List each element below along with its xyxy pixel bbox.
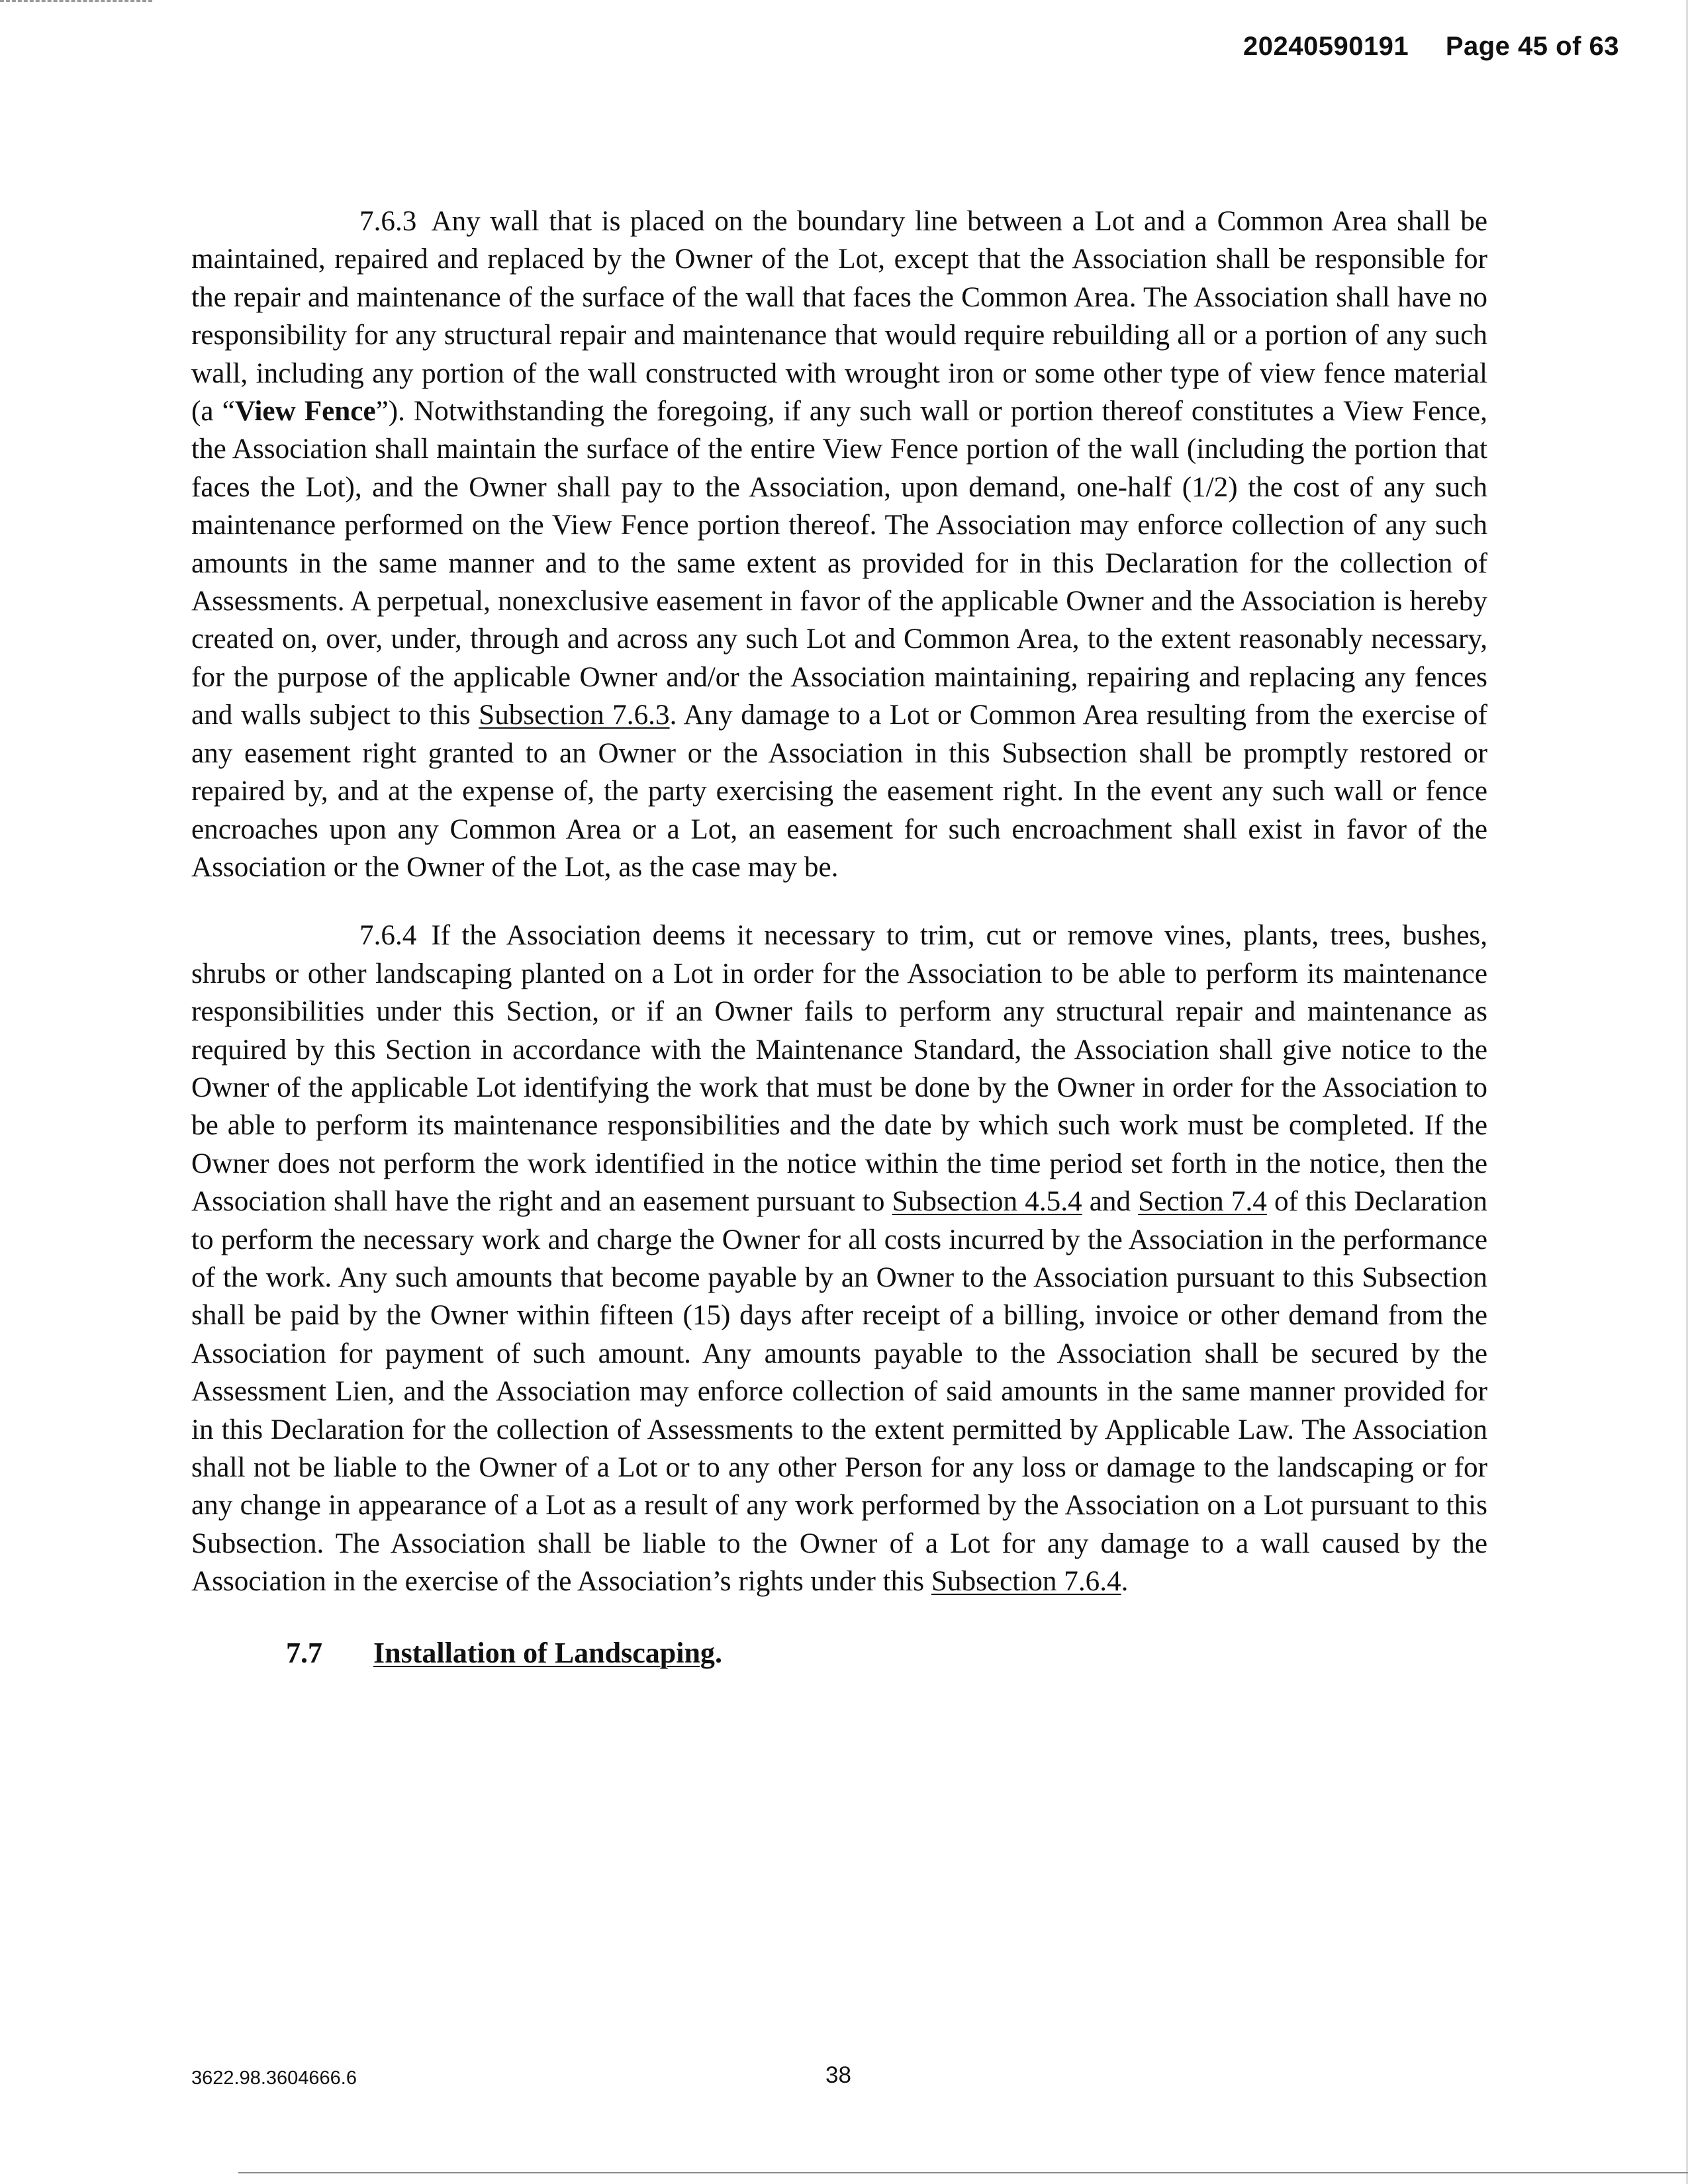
paragraph-text: . Any damage to a Lot or Common Area resulting from the exercise of any easement right granted to an Owner or the Association in this Subsection shall be promptly restored or repaired by, and at the expense of, the party exercising the easement right. In the event any such wall or fence encroaches upon any Common Area or a Lot, an easement for such encroachment shall exist in favor of the Association or the Owner of the Lot, as the case may be.	[191, 700, 1487, 883]
paragraph-text: of this Declaration to perform the necessary work and charge the Owner for all costs incurred by the Association in the performance of the work. Any such amounts that become payable by an Owner to the Association pursuant to this Subsection shall be paid by the Owner within fifteen (15) days after receipt of a billing, invoice or other demand from the Association for payment of such amount. Any amounts payable to the Association shall be secured by the Assessment Lien, and the Association may enforce collection of said amounts in the same manner provided for in this Declaration for the collection of Assessments to the extent permitted by Applicable Law. The Association shall not be liable to the Owner of a Lot or to any other Person for any loss or damage to the landscaping or for any change in appearance of a Lot as a result of any work performed by the Association on a Lot pursuant to this Subsection. The Association shall be liable to the Owner of a Lot for any damage to a wall caused by the Association in the exercise of the Association’s rights under this	[191, 1186, 1487, 1598]
cross-reference: Subsection 4.5.4	[892, 1186, 1082, 1218]
footer-document-id: 3622.98.3604666.6	[191, 2068, 357, 2089]
paragraph-text: and	[1082, 1186, 1139, 1218]
page-header	[1243, 32, 1619, 62]
subsection-number: 7.6.3	[359, 206, 417, 237]
paragraph-text: If the Association deems it necessary to trim, cut or remove vines, plants, trees, bushes, shrubs or other landscaping planted on a Lot in order for the Association to be able to perform its maintenance responsibilities under this Section, or if an Owner fails to perform any structural repair and maintenance as required by this Section in accordance with the Maintenance Standard, the Association shall give notice to the Owner of the applicable Lot identifying the work that must be done by the Owner in order for the Association to be able to perform its maintenance responsibilities and the date by which such work must be completed. If the Owner does not perform the work identified in the notice within the time period set forth in the notice, then the Association shall have the right and an easement pursuant to	[191, 920, 1487, 1218]
section-heading-7-7	[191, 1634, 1487, 1672]
page-label: Page 45 of 63	[1445, 32, 1619, 61]
subsection-number: 7.6.4	[359, 920, 417, 952]
paragraph-text: Any wall that is placed on the boundary line between a Lot and a Common Area shall be maintained, repaired and replaced by the Owner of the Lot, except that the Association shall be responsible for the repair and maintenance of the surface of the wall that faces the Common Area. The Association shall have no responsibility for any structural repair and maintenance that would require rebuilding all or a portion of any such wall, including any portion of the wall constructed with wrought iron or some other type of view fence material (a “	[191, 206, 1487, 428]
section-title: Installation of Landscaping	[373, 1636, 715, 1669]
paragraph-7-6-4	[191, 917, 1487, 1600]
scan-artifact-bottom	[238, 2172, 1688, 2173]
paragraph-text: ”). Notwithstanding the foregoing, if any such wall or portion thereof constitutes a View Fence, the Association shall maintain the surface of the entire View Fence portion of the wall (including the portion that faces the Lot), and the Owner shall pay to the Association, upon demand, one-half (1/2) the cost of any such maintenance performed on the View Fence portion thereof. The Association may enforce collection of any such amounts in the same manner and to the same extent as provided for in this Declaration for the collection of Assessments. A perpetual, nonexclusive easement in favor of the applicable Owner and the Association is hereby created on, over, under, through and across any such Lot and Common Area, to the extent reasonably necessary, for the purpose of the applicable Owner and/or the Association maintaining, repairing and replacing any fences and walls subject to this	[191, 396, 1487, 731]
section-number: 7.7	[286, 1636, 322, 1669]
defined-term: View Fence	[234, 396, 376, 428]
paragraph-7-6-3	[191, 203, 1487, 886]
footer-page-number: 38	[825, 2062, 851, 2088]
paragraph-text: .	[1121, 1566, 1129, 1598]
document-body	[191, 203, 1487, 1672]
cross-reference: Subsection 7.6.4	[931, 1566, 1121, 1598]
scan-artifact-top	[0, 0, 152, 4]
document-number: 20240590191	[1243, 32, 1409, 61]
cross-reference: Subsection 7.6.3	[479, 700, 670, 731]
cross-reference: Section 7.4	[1138, 1186, 1267, 1218]
section-title-period: .	[714, 1636, 722, 1669]
